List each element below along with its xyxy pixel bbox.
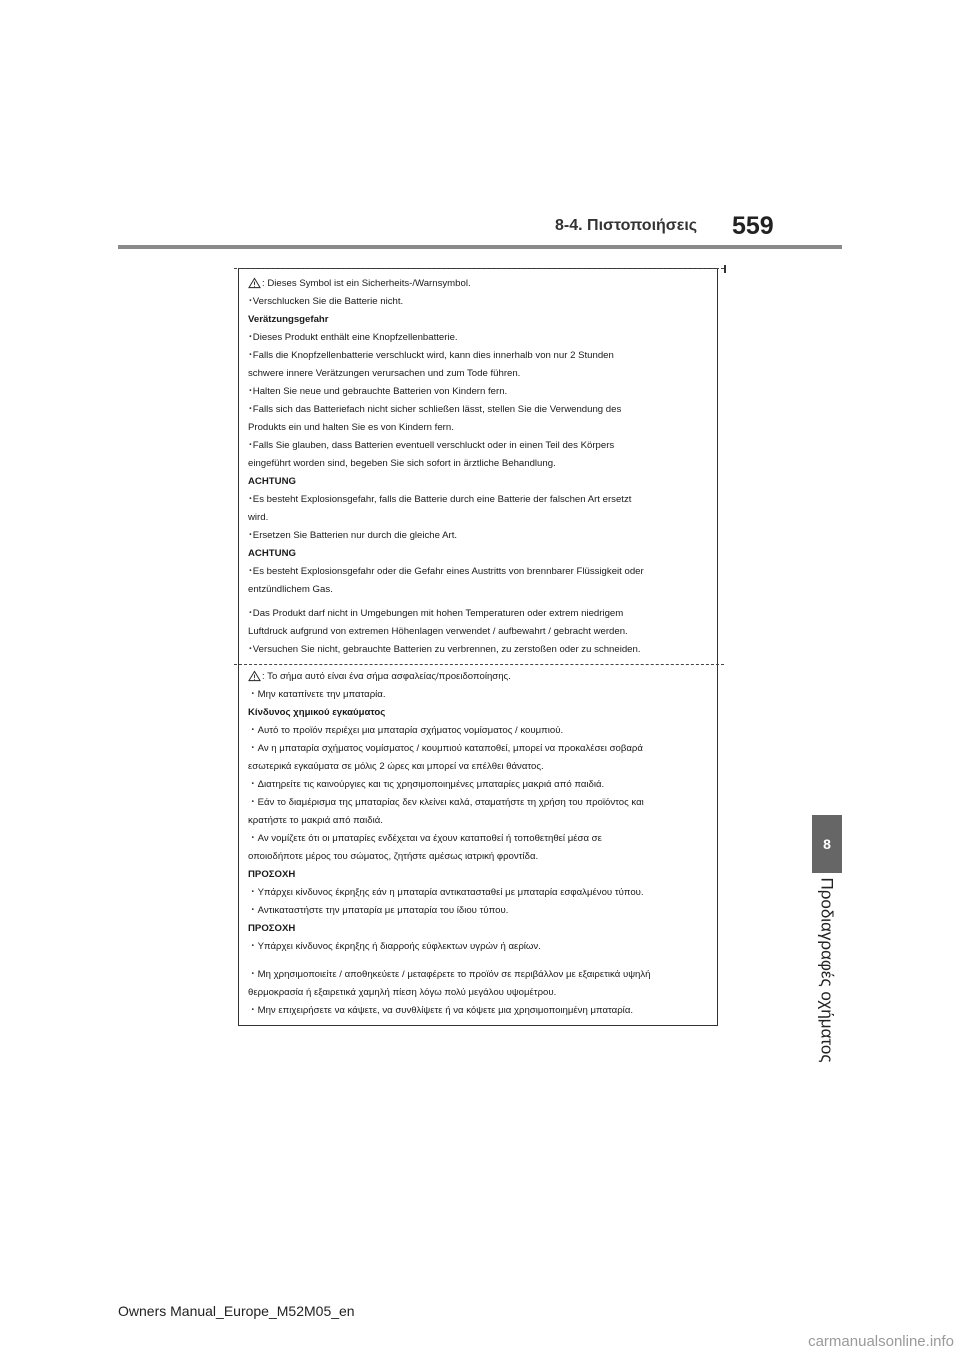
- text-line: ･Es besteht Explosionsgefahr, falls die Batterie durch eine Batterie der falschen Art ersetzt: [248, 494, 632, 505]
- chapter-number: 8: [823, 836, 831, 852]
- text-line: κρατήστε το μακριά από παιδιά.: [248, 815, 383, 826]
- text-line: ・Διατηρείτε τις καινούργιες και τις χρησιμοποιημένες μπαταρίες μακριά από παιδιά.: [248, 779, 605, 790]
- text-line: ･Ersetzen Sie Batterien nur durch die gleiche Art.: [248, 530, 458, 541]
- german-warning-block: [248, 275, 714, 659]
- text-line: ･Dieses Produkt enthält eine Knopfzellenbatterie.: [248, 332, 458, 343]
- header-divider: [118, 245, 842, 249]
- text-line: Produkts ein und halten Sie es von Kindern fern.: [248, 422, 454, 433]
- text-line: ・Αν η μπαταρία σχήματος νομίσματος / κουμπιού καταποθεί, μπορεί να προκαλέσει σοβαρά: [248, 743, 643, 754]
- heading: ΠΡΟΣΟΧΗ: [248, 869, 296, 880]
- warning-triangle-icon: [248, 670, 261, 682]
- text-line: ･Verschlucken Sie die Batterie nicht.: [248, 296, 404, 307]
- chapter-tab: [812, 815, 842, 873]
- spacer: [248, 956, 714, 966]
- text-line: ･Falls Sie glauben, dass Batterien eventuell verschluckt oder in einen Teil des Körpers: [248, 440, 615, 451]
- chapter-title: [798, 877, 856, 1063]
- text-line: ・Υπάρχει κίνδυνος έκρηξης εάν η μπαταρία αντικατασταθεί με μπαταρία εσφαλμένου τύπου.: [248, 887, 644, 898]
- text-line: schwere innere Verätzungen verursachen und zum Tode führen.: [248, 368, 521, 379]
- manual-footer: Owners Manual_Europe_M52M05_en: [118, 1303, 355, 1319]
- german-symbol-text: : Dieses Symbol ist ein Sicherheits-/Warnsymbol.: [262, 278, 471, 289]
- text-line: ・Μην επιχειρήσετε να κάψετε, να συνθλίψετε ή να κόψετε μια χρησιμοποιημένη μπαταρία.: [248, 1005, 634, 1016]
- text-line: ･Halten Sie neue und gebrauchte Batterien von Kindern fern.: [248, 386, 508, 397]
- certification-label-scan: [238, 268, 720, 1026]
- text-line: ･Das Produkt darf nicht in Umgebungen mit hohen Temperaturen oder extrem niedrigem: [248, 608, 624, 619]
- corner-mark: [724, 265, 726, 273]
- cut-line-middle: [234, 664, 724, 665]
- section-title: 8-4. Πιστοποιήσεις: [555, 217, 698, 234]
- text-line: Luftdruck aufgrund von extremen Höhenlagen verwendet / aufbewahrt / gebracht werden.: [248, 626, 628, 637]
- text-line: οποιοδήποτε μέρος του σώματος, ζητήστε αμέσως ιατρική φροντίδα.: [248, 851, 539, 862]
- text-line: ･Falls sich das Batteriefach nicht sicher schließen lässt, stellen Sie die Verwendung des: [248, 404, 622, 415]
- heading: ACHTUNG: [248, 548, 296, 559]
- text-line: ・Υπάρχει κίνδυνος έκρηξης ή διαρροής εύφλεκτων υγρών ή αερίων.: [248, 941, 541, 952]
- heading: ACHTUNG: [248, 476, 296, 487]
- text-line: θερμοκρασία ή εξαιρετικά χαμηλή πίεση λόγω πολύ μεγάλου υψομέτρου.: [248, 987, 557, 998]
- german-symbol-line: [248, 275, 714, 293]
- heading: Verätzungsgefahr: [248, 314, 329, 325]
- cut-line-top: [234, 268, 724, 269]
- greek-symbol-line: [248, 668, 714, 686]
- text-line: ・Μην καταπίνετε την μπαταρία.: [248, 689, 386, 700]
- chapter-title-text: Προδιαγραφές οχήματος: [818, 877, 838, 1063]
- heading: ΠΡΟΣΟΧΗ: [248, 923, 296, 934]
- warning-triangle-icon: [248, 277, 261, 289]
- text-line: ・Αν νομίζετε ότι οι μπαταρίες ενδέχεται να έχουν καταποθεί ή τοποθετηθεί μέσα σε: [248, 833, 602, 844]
- text-line: ・Εάν το διαμέρισμα της μπαταρίας δεν κλείνει καλά, σταματήστε τη χρήση του προϊόντος και: [248, 797, 644, 808]
- text-line: eingeführt worden sind, begeben Sie sich sofort in ärztliche Behandlung.: [248, 458, 556, 469]
- site-watermark: carmanualsonline.info: [808, 1333, 954, 1350]
- text-line: ・Αυτό το προϊόν περιέχει μια μπαταρία σχήματος νομίσματος / κουμπιού.: [248, 725, 564, 736]
- text-line: ・Μη χρησιμοποιείτε / αποθηκεύετε / μεταφέρετε το προϊόν σε περιβάλλον με εξαιρετικά υψηλή: [248, 969, 651, 980]
- text-line: wird.: [248, 512, 269, 523]
- greek-symbol-text: : Το σήμα αυτό είναι ένα σήμα ασφαλείας/προειδοποίησης.: [262, 671, 511, 682]
- text-line: ･Versuchen Sie nicht, gebrauchte Batterien zu verbrennen, zu zerstoßen oder zu schneiden.: [248, 644, 641, 655]
- text-line: ・Αντικαταστήστε την μπαταρία με μπαταρία του ίδιου τύπου.: [248, 905, 509, 916]
- text-line: ･Falls die Knopfzellenbatterie verschluckt wird, kann dies innerhalb von nur 2 Stunden: [248, 350, 614, 361]
- greek-warning-block: [248, 668, 714, 1020]
- heading: Κίνδυνος χημικού εγκαύματος: [248, 707, 386, 718]
- text-line: ･Es besteht Explosionsgefahr oder die Gefahr eines Austritts von brennbarer Flüssigkeit oder: [248, 566, 644, 577]
- page-number: 559: [732, 212, 774, 240]
- text-line: εσωτερικά εγκαύματα σε μόλις 2 ώρες και μπορεί να επέλθει θάνατος.: [248, 761, 544, 772]
- text-line: entzündlichem Gas.: [248, 584, 333, 595]
